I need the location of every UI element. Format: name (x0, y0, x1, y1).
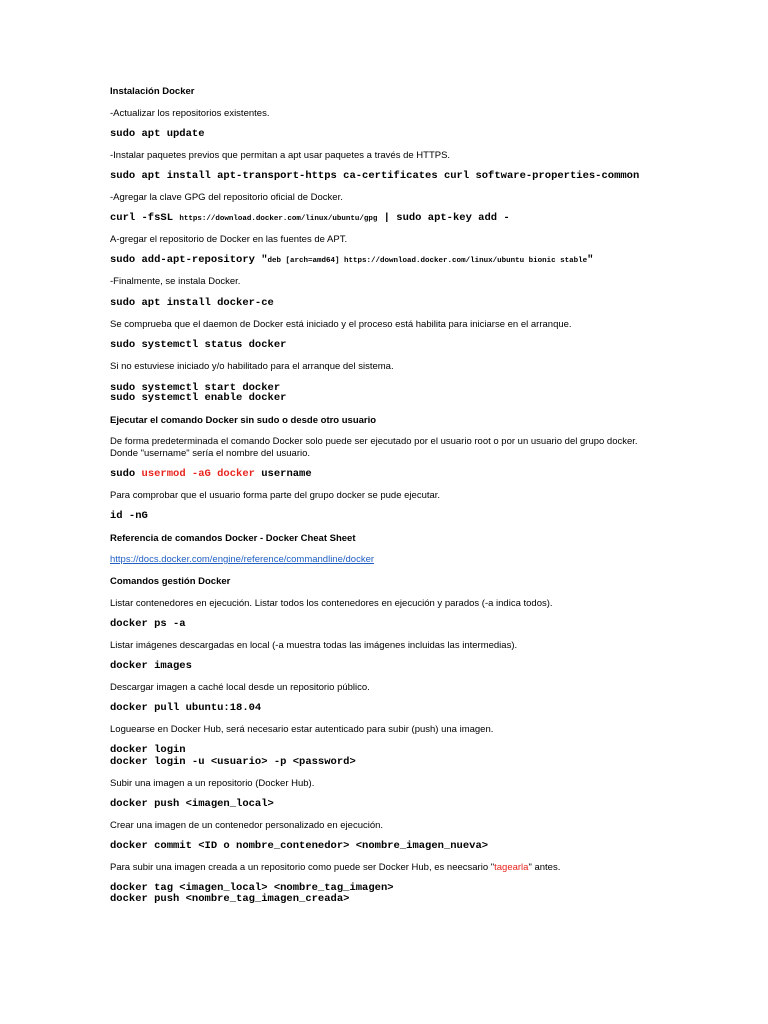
cmd-docker-login: docker login (110, 744, 186, 756)
login-text: Loguearse en Docker Hub, será necesario estar autenticado para subir (push) una imagen. (110, 724, 494, 735)
cmd-docker-commit: docker commit <ID o nombre_contenedor> <nombre_imagen_nueva> (110, 840, 489, 852)
step-install-text: -Finalmente, se instala Docker. (110, 276, 241, 287)
heading-reference: Referencia de comandos Docker - Docker Cheat Sheet (110, 533, 356, 544)
cmd-curl-part: curl -fsSL (110, 212, 180, 224)
tag-text-part-2: " antes. (528, 862, 561, 873)
step-prereq-text: -Instalar paquetes previos que permitan a apt usar paquetes a través de HTTPS. (110, 150, 451, 161)
heading-commands: Comandos gestión Docker (110, 576, 231, 587)
reference-link[interactable]: https://docs.docker.com/engine/reference/commandline/docker (110, 554, 375, 565)
commit-text: Crear una imagen de un contenedor personalizado en ejecución. (110, 820, 384, 831)
cmd-usermod-user: username (254, 468, 312, 480)
heading-install: Instalación Docker (110, 86, 195, 97)
step-gpg-text: -Agregar la clave GPG del repositorio oficial de Docker. (110, 192, 343, 203)
step-verify-group-text: Para comprobar que el usuario forma parte del grupo docker se pude ejecutar. (110, 490, 441, 501)
cmd-docker-ps: docker ps -a (110, 618, 186, 630)
cmd-apt-key-part: | sudo apt-key add - (377, 212, 510, 224)
tag-text (110, 863, 560, 873)
cmd-systemctl-start: sudo systemctl start docker (110, 382, 281, 394)
tag-text-highlight: tagearla (494, 862, 529, 873)
cmd-systemctl-status: sudo systemctl status docker (110, 339, 287, 351)
cmd-apt-update: sudo apt update (110, 128, 205, 140)
cmd-usermod (110, 469, 312, 480)
heading-nosudo: Ejecutar el comando Docker sin sudo o desde otro usuario (110, 415, 377, 426)
cmd-docker-images: docker images (110, 660, 192, 672)
cmd-docker-pull: docker pull ubuntu:18.04 (110, 702, 262, 714)
cmd-usermod-sudo: sudo (110, 468, 142, 480)
tag-text-part-1: Para subir una imagen creada a un repositorio como puede ser Docker Hub, es neecsario " (110, 862, 495, 873)
step-repo-text: A-gregar el repositorio de Docker en las fuentes de APT. (110, 234, 348, 245)
cmd-id: id -nG (110, 510, 148, 522)
cmd-usermod-highlight: usermod -aG docker (141, 468, 255, 480)
step-start-text: Si no estuviese iniciado y/o habilitado para el arranque del sistema. (110, 361, 394, 372)
cmd-docker-push: docker push <imagen_local> (110, 798, 274, 810)
cmd-systemctl-enable: sudo systemctl enable docker (110, 392, 287, 404)
repo-string: deb [arch=amd64] https://download.docker.com/linux/ubuntu bionic stable (267, 257, 588, 265)
cmd-docker-tag: docker tag <imagen_local> <nombre_tag_imagen> (110, 882, 394, 894)
cmd-curl-gpg (110, 213, 510, 224)
nosudo-text-2: Donde "username" sería el nombre del usuario. (110, 448, 311, 459)
cmd-add-repo-close: " (587, 254, 594, 266)
ps-text: Listar contenedores en ejecución. Listar todos los contenedores en ejecución y parados (-a indica todos). (110, 598, 553, 609)
cmd-docker-login-credentials: docker login -u <usuario> -p <password> (110, 756, 356, 768)
cmd-docker-push-tagged: docker push <nombre_tag_imagen_creada> (110, 893, 350, 905)
cmd-install-docker: sudo apt install docker-ce (110, 297, 274, 309)
images-text: Listar imágenes descargadas en local (-a muestra todas las imágenes incluidas las intermedias). (110, 640, 518, 651)
pull-text: Descargar imagen a caché local desde un repositorio público. (110, 682, 370, 693)
gpg-url: https://download.docker.com/linux/ubuntu/gpg (179, 215, 378, 223)
nosudo-text-1: De forma predeterminada el comando Docker solo puede ser ejecutado por el usuario root o por un usuario del grupo docker. (110, 436, 638, 447)
push-text: Subir una imagen a un repositorio (Docker Hub). (110, 778, 315, 789)
step-check-text: Se comprueba que el daemon de Docker está iniciado y el proceso está habilita para iniciarse en el arranque. (110, 319, 572, 330)
step-update-text: -Actualizar los repositorios existentes. (110, 108, 270, 119)
cmd-add-repo (110, 255, 593, 266)
cmd-apt-install-prereq: sudo apt install apt-transport-https ca-certificates curl software-properties-common (110, 170, 640, 182)
cmd-add-repo-part: sudo add-apt-repository " (110, 254, 268, 266)
